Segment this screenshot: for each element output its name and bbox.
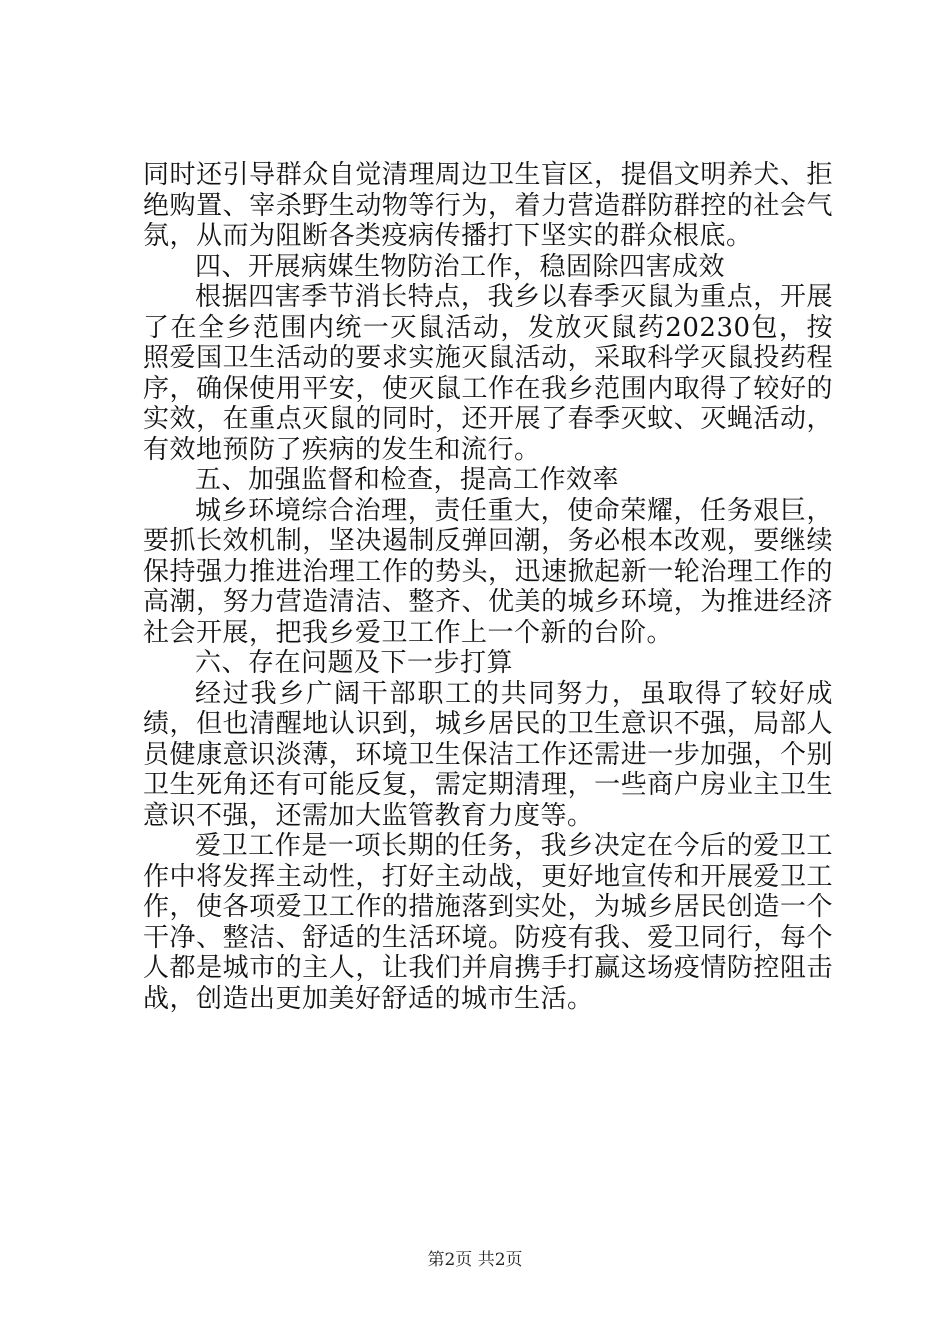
paragraph-problems: 经过我乡广阔干部职工的共同努力，虽取得了较好成绩，但也清醒地认识到，城乡居民的卫生意识不强，局部人员健康意识淡薄，环境卫生保洁工作还需进一步加强，个别卫生死角还有可能反复，需定期清理，一些商户房业主卫生意识不强，还需加大监管教育力度等。: [143, 678, 833, 831]
section-heading-5: 五、加强监督和检查，提高工作效率: [195, 465, 620, 495]
paragraph-rodent-control: 根据四害季节消长特点，我乡以春季灭鼠为重点，开展了在全乡范围内统一灭鼠活动，发放灭鼠药20230包，按照爱国卫生活动的要求实施灭鼠活动，采取科学灭鼠投药程序，确保使用平安，使灭鼠工作在我乡范围内取得了较好的实效，在重点灭鼠的同时，还开展了春季灭蚊、灭蝇活动，有效地预防了疾病的发生和流行。: [143, 282, 833, 465]
section-heading-4: 四、开展病媒生物防治工作，稳固除四害成效: [195, 251, 726, 282]
page-number-footer: 第2页 共2页: [427, 1250, 523, 1270]
paragraph-continuation: 同时还引导群众自觉清理周边卫生盲区，提倡文明养犬、拒绝购置、宰杀野生动物等行为，着力营造群防群控的社会气氛，从而为阻断各类疫病传播打下坚实的群众根底。: [143, 160, 833, 251]
paragraph-supervision: 城乡环境综合治理，责任重大，使命荣耀，任务艰巨，要抓长效机制，坚决遏制反弹回潮，务必根本改观，要继续保持强力推进治理工作的势头，迅速掀起新一轮治理工作的高潮，努力营造清洁、整齐、优美的城乡环境，为推进经济社会开展，把我乡爱卫工作上一个新的台阶。: [143, 495, 833, 648]
section-heading-6: 六、存在问题及下一步打算: [195, 648, 514, 678]
document-body: [143, 160, 833, 1014]
paragraph-conclusion: 爱卫工作是一项长期的任务，我乡决定在今后的爱卫工作中将发挥主动性，打好主动战，更好地宣传和开展爱卫工作，使各项爱卫工作的措施落到实处，为城乡居民创造一个干净、整洁、舒适的生活环境。防疫有我、爱卫同行，每个人都是城市的主人，让我们并肩携手打赢这场疫情防控阻击战，创造出更加美好舒适的城市生活。: [143, 831, 833, 1014]
